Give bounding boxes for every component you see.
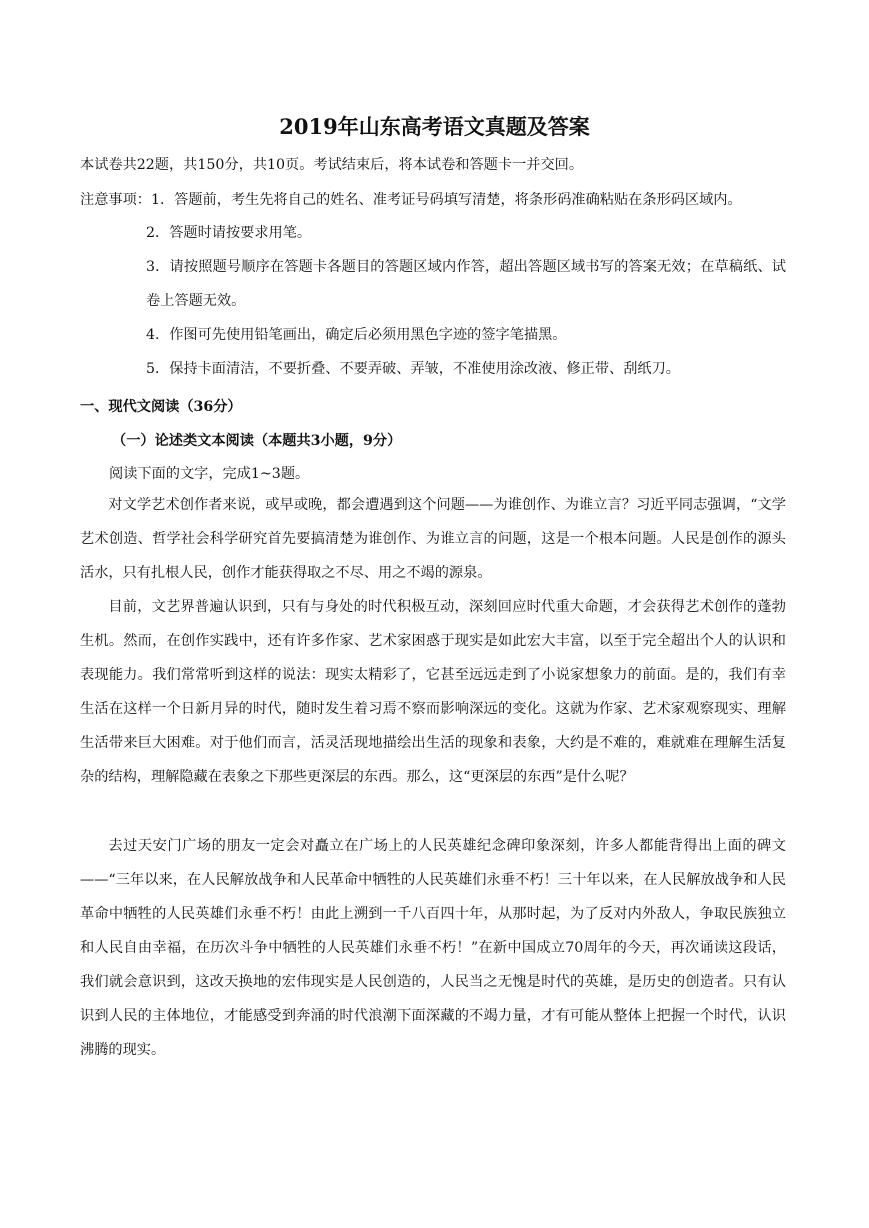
exam-intro: 本试卷共22题，共150分，共10页。考试结束后，将本试卷和答题卡一并交回。 — [80, 157, 584, 173]
note-item-3: 3．请按照题号顺序在答题卡各题目的答题区域内作答，超出答题区域书写的答案无效；在草稿纸、试卷上答题无效。 — [146, 259, 786, 309]
passage-paragraph-1: 对文学艺术创作者来说，或早或晚，都会遭遇到这个问题——为谁创作、为谁立言？习近平同志强调，“文学艺术创造、哲学社会科学研究首先要搞清楚为谁创作、为谁立言的问题，这是一个根本问题。人民是创作的源头活水，只有扎根人民，创作才能获得取之不尽、用之不竭的源泉。 — [80, 497, 786, 581]
reading-instruction: 阅读下面的文字，完成1~3题。 — [109, 466, 310, 482]
subsection-heading-argumentative: （一）论述类文本阅读（本题共3小题，9分） — [112, 433, 402, 449]
section-heading-modern-reading: 一、现代文阅读（36分） — [80, 399, 242, 415]
notes-first-line: 注意事项：1．答题前，考生先将自己的姓名、准考证号码填写清楚，将条形码准确粘贴在条形码区域内。 — [80, 192, 742, 208]
note-item-2: 2．答题时请按要求用笔。 — [146, 225, 312, 241]
note-item-5: 5．保持卡面清洁，不要折叠、不要弄破、弄皱，不准使用涂改液、修正带、刮纸刀。 — [146, 361, 680, 377]
page-title: 2019年山东高考语文真题及答案 — [279, 114, 590, 139]
passage-paragraph-2: 目前，文艺界普遍认识到，只有与身处的时代积极互动，深刻回应时代重大命题，才会获得艺术创作的蓬勃生机。然而，在创作实践中，还有许多作家、艺术家困惑于现实是如此宏大丰富，以至于完全超出个人的认识和表现能力。我们常常听到这样的说法：现实太精彩了，它甚至远远走到了小说家想象力的前面。是的，我们有幸生活在这样一个日新月异的时代，随时发生着习焉不察而影响深远的变化。这就为作家、艺术家观察现实、理解生活带来巨大困难。对于他们而言，活灵活现地描绘出生活的现象和表象，大约是不难的，难就难在理解生活复杂的结构，理解隐藏在表象之下那些更深层的东西。那么，这“更深层的东西”是什么呢？ — [80, 599, 786, 785]
note-item-4: 4．作图可先使用铅笔画出，确定后必须用黑色字迹的签字笔描黑。 — [146, 327, 567, 343]
passage-paragraph-3: 去过天安门广场的朋友一定会对矗立在广场上的人民英雄纪念碑印象深刻，许多人都能背得出上面的碑文——“三年以来，在人民解放战争和人民革命中牺牲的人民英雄们永垂不朽！三十年以来，在人民解放战争和人民革命中牺牲的人民英雄们永垂不朽！由此上溯到一千八百四十年，从那时起，为了反对内外敌人，争取民族独立和人民自由幸福，在历次斗争中牺牲的人民英雄们永垂不朽！”在新中国成立70周年的今天，再次诵读这段话，我们就会意识到，这改天换地的宏伟现实是人民创造的，人民当之无愧是时代的英雄，是历史的创造者。只有认识到人民的主体地位，才能感受到奔涌的时代浪潮下面深藏的不竭力量，才有可能从整体上把握一个时代，认识沸腾的现实。 — [80, 838, 786, 1058]
